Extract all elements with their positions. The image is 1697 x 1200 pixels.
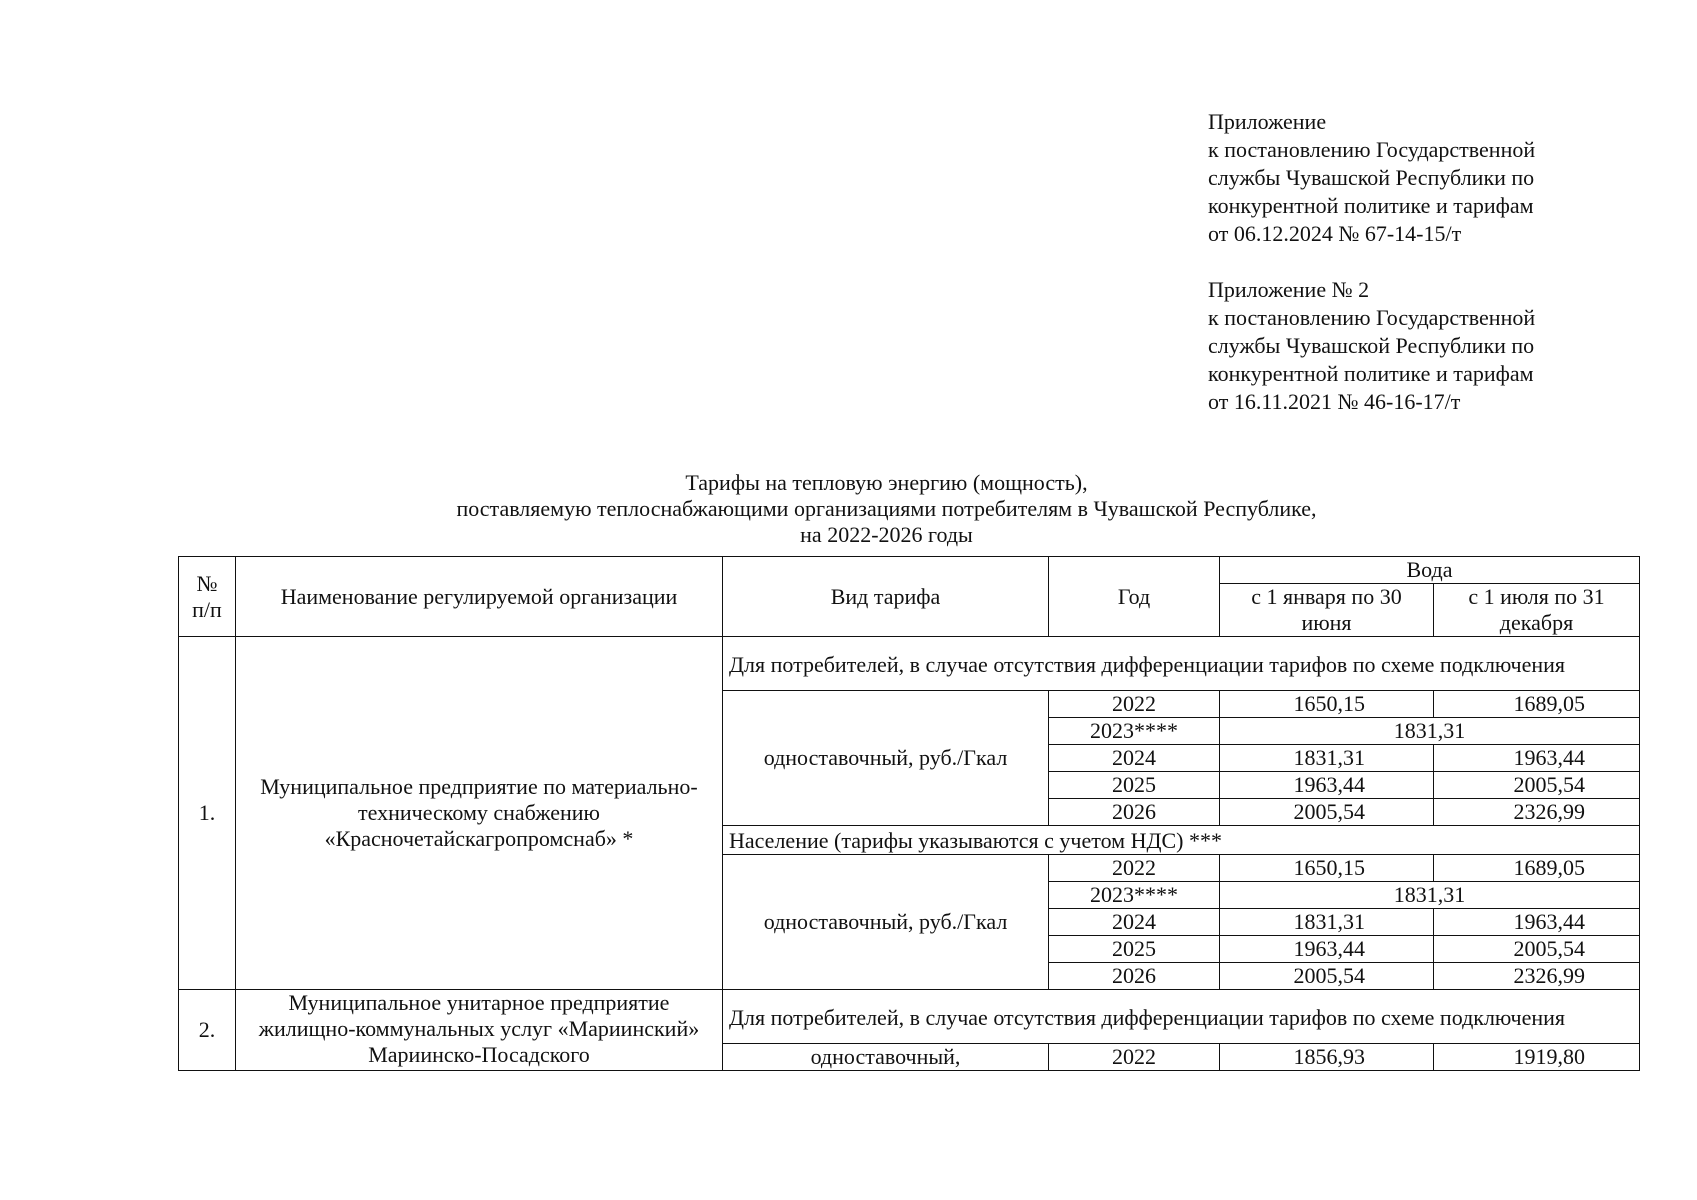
appendix-line: конкурентной политике и тарифам [1208, 361, 1534, 386]
appendix-line: Приложение [1208, 109, 1327, 134]
consumer-group-label: Население (тарифы указываются с учетом НДС) *** [723, 826, 1640, 855]
appendix-line: службы Чувашской Республики по [1208, 333, 1535, 358]
tariff-type: одноставочный, руб./Гкал [723, 855, 1049, 990]
header-water: Вода [1220, 557, 1640, 584]
title-line: Тарифы на тепловую энергию (мощность), [685, 470, 1088, 495]
tariff-value-full-year: 1831,31 [1220, 718, 1640, 745]
tariff-year: 2022 [1049, 1044, 1220, 1071]
group-label-row [179, 637, 1640, 691]
tariff-value-second-half: 1689,05 [1434, 855, 1640, 882]
appendix-reference-original [1208, 276, 1535, 416]
organization-name: Муниципальное унитарное предприятие жилищно-коммунальных услуг «Мариинский» Мариинско-Посадского [236, 990, 723, 1071]
header-year: Год [1049, 557, 1220, 637]
appendix-reference-current [1208, 108, 1535, 248]
tariff-year: 2025 [1049, 772, 1220, 799]
tariff-value-first-half: 2005,54 [1220, 799, 1434, 826]
tariff-value-second-half: 2005,54 [1434, 772, 1640, 799]
tariff-value-first-half: 1963,44 [1220, 936, 1434, 963]
tariff-value-first-half: 1650,15 [1220, 855, 1434, 882]
group-label-row [179, 990, 1640, 1044]
appendix-line: от 06.12.2024 № 67-14-15/т [1208, 221, 1462, 246]
tariff-value-first-half: 1831,31 [1220, 909, 1434, 936]
tariff-value-second-half: 1919,80 [1434, 1044, 1640, 1071]
tariff-table [178, 556, 1640, 1071]
appendix-line: службы Чувашской Республики по [1208, 165, 1535, 190]
tariff-value-first-half: 1831,31 [1220, 745, 1434, 772]
tariff-table-body [179, 557, 1640, 1071]
tariff-type: одноставочный, руб./Гкал [723, 691, 1049, 826]
tariff-value-first-half: 1856,93 [1220, 1044, 1434, 1071]
tariff-year: 2024 [1049, 745, 1220, 772]
header-tariff-type: Вид тарифа [723, 557, 1049, 637]
tariff-year: 2024 [1049, 909, 1220, 936]
header-row [179, 557, 1640, 584]
tariff-value-second-half: 1689,05 [1434, 691, 1640, 718]
tariff-value-second-half: 2326,99 [1434, 963, 1640, 990]
header-org: Наименование регулируемой организации [236, 557, 723, 637]
title-line: поставляемую теплоснабжающими организациями потребителям в Чувашской Республике, [456, 496, 1317, 521]
tariff-value-first-half: 1650,15 [1220, 691, 1434, 718]
appendix-line: Приложение № 2 [1208, 277, 1370, 302]
header-first-half: с 1 января по 30 июня [1220, 584, 1434, 637]
tariff-year: 2026 [1049, 963, 1220, 990]
consumer-group-label: Для потребителей, в случае отсутствия дифференциации тарифов по схеме подключения [723, 637, 1640, 691]
tariff-value-second-half: 2326,99 [1434, 799, 1640, 826]
tariff-year: 2022 [1049, 691, 1220, 718]
tariff-value-second-half: 2005,54 [1434, 936, 1640, 963]
appendix-line: к постановлению Государственной [1208, 137, 1536, 162]
tariff-value-first-half: 2005,54 [1220, 963, 1434, 990]
document-title [0, 470, 1697, 548]
tariff-year: 2022 [1049, 855, 1220, 882]
tariff-value-second-half: 1963,44 [1434, 909, 1640, 936]
header-num: № п/п [179, 557, 236, 637]
tariff-year: 2025 [1049, 936, 1220, 963]
tariff-year: 2026 [1049, 799, 1220, 826]
tariff-value-first-half: 1963,44 [1220, 772, 1434, 799]
tariff-type: одноставочный, [723, 1044, 1049, 1071]
appendix-line: конкурентной политике и тарифам [1208, 193, 1534, 218]
row-number: 1. [179, 637, 236, 990]
tariff-value-second-half: 1963,44 [1434, 745, 1640, 772]
consumer-group-label: Для потребителей, в случае отсутствия дифференциации тарифов по схеме подключения [723, 990, 1640, 1044]
tariff-value-full-year: 1831,31 [1220, 882, 1640, 909]
tariff-year: 2023**** [1049, 718, 1220, 745]
tariff-year: 2023**** [1049, 882, 1220, 909]
appendix-line: к постановлению Государственной [1208, 305, 1536, 330]
appendix-line: от 16.11.2021 № 46-16-17/т [1208, 389, 1461, 414]
row-number: 2. [179, 990, 236, 1071]
title-line: на 2022-2026 годы [800, 522, 973, 547]
header-second-half: с 1 июля по 31 декабря [1434, 584, 1640, 637]
organization-name: Муниципальное предприятие по материально-техническому снабжению «Красночетайскагропромснаб» * [236, 637, 723, 990]
